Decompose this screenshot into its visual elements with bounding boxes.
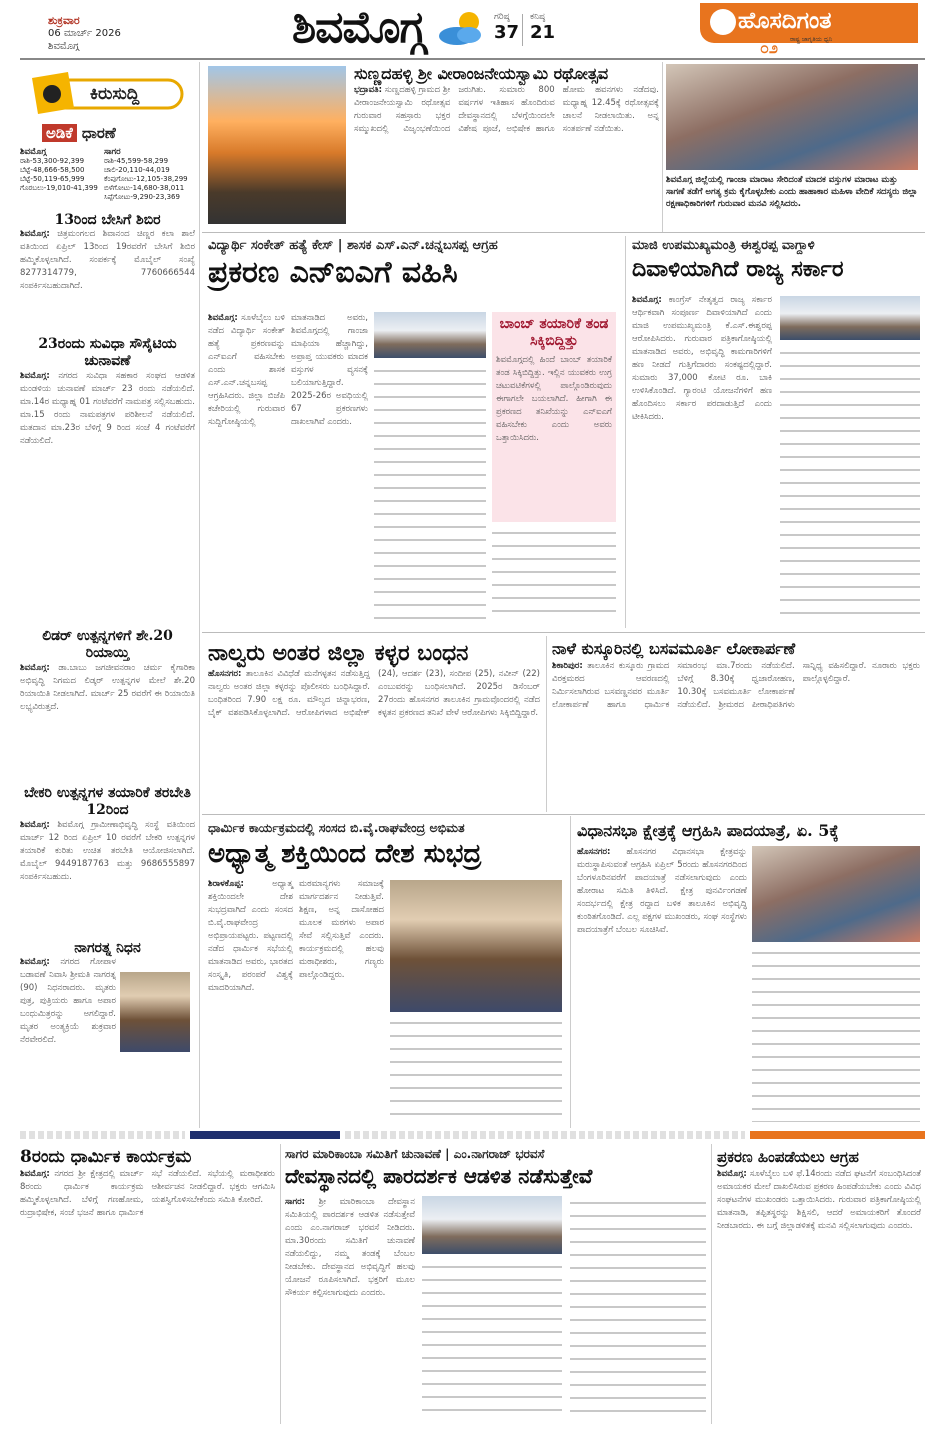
story-dateline: ಶಿಕಾರಿಪುರ: <box>552 661 583 671</box>
market-name: ಶಿವಮೊಗ್ಗ <box>20 147 47 157</box>
story-title: 8ರಂದು ಧಾರ್ಮಿಕ ಕಾರ್ಯಕ್ರಮ <box>20 1147 192 1167</box>
market-name: ಸಾಗರ <box>104 147 121 157</box>
brief-obituary <box>20 940 195 1116</box>
story-dharmika <box>20 1146 275 1420</box>
story-body: ಸುಣ್ಣದಹಳ್ಳಿ ಗ್ರಾಮದ ಶ್ರೀ ವೀರಾಂಜನೇಯಸ್ವಾಮಿ ರಥೋತ್ಸವ ಗುರುವಾರ ಸಹಸ್ರಾರು ಭಕ್ತರ ಸಮ್ಮುಖದಲ್ಲಿ ವಿಜೃಂಭಣೆಯಿಂದ ಜರುಗಿತು. ಸುಮಾರು 800 ವರ್ಷಗಳ ಇತಿಹಾಸ ಹೊಂದಿರುವ ದೇವಸ್ಥಾನದಲ್ಲಿ ಬೆಳಗ್ಗೆಯಿಂದಲೇ ವಿಶೇಷ ಪೂಜೆ, ಅಭಿಷೇಕ ಹಾಗೂ ಹೋಮ ಹವನಗಳು ನಡೆದವು. ಮಧ್ಯಾಹ್ನ 12.45ಕ್ಕೆ ರಥೋತ್ಸವಕ್ಕೆ ಚಾಲನೆ ನೀಡಲಾಯಿತು. ಅನ್ನ ಸಂತರ್ಪಣೆ ನಡೆಯಿತು. <box>354 85 659 134</box>
story-body: ಸೂಳೆಬೈಲು ಬಳಿ ನಡೆದ ವಿದ್ಯಾರ್ಥಿ ಸಂಕೇತ್ ಹತ್ಯೆ ಪ್ರಕರಣವನ್ನು ಎನ್ಐಎಗೆ ವಹಿಸಬೇಕು ಎಂದು ಶಾಸಕ ಎಸ್.ಎನ್.ಚನ್ನಬಸಪ್ಪ ಆಗ್ರಹಿಸಿದರು. ಜಿಲ್ಲಾ ಬಿಜೆಪಿ ಕಚೇರಿಯಲ್ಲಿ ಗುರುವಾರ ಸುದ್ದಿಗೋಷ್ಠಿಯಲ್ಲಿ ಮಾತನಾಡಿದ ಅವರು, ಶಿವಮೊಗ್ಗದಲ್ಲಿ ಗಾಂಜಾ ಮಾಫಿಯಾ ಹೆಚ್ಚಾಗಿದ್ದು, ಅಪ್ರಾಪ್ತ ಯುವಕರು ಮಾದಕ ವಸ್ತುಗಳ ವ್ಯಸನಕ್ಕೆ ಬಲಿಯಾಗುತ್ತಿದ್ದಾರೆ. 2025-26ರ ಅವಧಿಯಲ್ಲಿ 67 ಪ್ರಕರಣಗಳು ದಾಖಲಾಗಿವೆ ಎಂದರು. <box>208 313 368 427</box>
divider-segment <box>20 1131 185 1139</box>
story-title: ನಾಲ್ವರು ಅಂತರ ಜಿಲ್ಲಾ ಕಳ್ಳರ ಬಂಧನ <box>208 640 469 666</box>
story-basavamurthy <box>552 638 920 806</box>
story-body: ಕಾಂಗ್ರೆಸ್ ನೇತೃತ್ವದ ರಾಜ್ಯ ಸರ್ಕಾರ ಆರ್ಥಿಕವಾಗಿ ಸಂಪೂರ್ಣ ದಿವಾಳಿಯಾಗಿದೆ ಎಂದು ಮಾಜಿ ಉಪಮುಖ್ಯಮಂತ್ರಿ ಕೆ.ಎಸ್.ಈಶ್ವರಪ್ಪ ಆರೋಪಿಸಿದರು. ಗುರುವಾರ ಪತ್ರಿಕಾಗೋಷ್ಠಿಯಲ್ಲಿ ಮಾತನಾಡಿದ ಅವರು, ಅಭಿವೃದ್ಧಿ ಕಾಮಗಾರಿಗಳಿಗೆ ಹಣ ನೀಡದೆ ಗುತ್ತಿಗೆದಾರರು ಸಂಕಷ್ಟದಲ್ಲಿದ್ದಾರೆ. ಸುಮಾರು 37,000 ಕೋಟಿ ರೂ. ಬಾಕಿ ಉಳಿಸಿಕೊಂಡಿದೆ. ಗ್ಯಾರಂಟಿ ಯೋಜನೆಗಳಿಗೆ ಹಣ ಹೊಂದಿಸಲು ಸರ್ಕಾರ ಪರದಾಡುತ್ತಿದೆ ಎಂದು ಟೀಕಿಸಿದರು. <box>632 295 772 422</box>
brief-body: ಡಾ.ಬಾಬು ಜಗಜೀವನರಾಂ ಚರ್ಮ ಕೈಗಾರಿಕಾ ಅಭಿವೃದ್ಧಿ ನಿಗಮದ ಲಿಡ್ಕರ್ ಉತ್ಪನ್ನಗಳ ಮೇಲೆ ಶೇ.20 ರಿಯಾಯಿತಿ ನೀಡಲಾಗಿದೆ. ಮಾರ್ಚ್ 25 ರವರೆಗೆ ಈ ರಿಯಾಯಿತಿ ಲಭ್ಯವಿರುತ್ತದೆ. <box>20 663 195 712</box>
page-number: ೦೨ <box>760 38 778 57</box>
marikamba-photo <box>422 1196 562 1254</box>
brief-summer-camp <box>20 212 195 328</box>
brief-body: ನಗರದ ಗೋಪಾಳ ಬಡಾವಣೆ ನಿವಾಸಿ ಶ್ರೀಮತಿ ನಾಗರತ್ನ (90) ನಿಧನರಾದರು. ಮೃತರು ಪುತ್ರ, ಪುತ್ರಿಯರು ಹಾಗೂ ಅಪಾರ ಬಂಧುಮಿತ್ರರನ್ನು ಅಗಲಿದ್ದಾರೆ. ಮೃತರ ಅಂತ್ಯಕ್ರಿಯೆ ಶುಕ್ರವಾರ ನೆರವೇರಲಿದೆ. <box>20 957 116 1045</box>
story-dateline: ಸಾಗರ: <box>285 1197 306 1207</box>
min-temp-label: ಕನಿಷ್ಠ <box>530 12 546 22</box>
story-body: ತಾಲೂಕಿನ ಕುಸ್ಕೂರು ಗ್ರಾಮದ ವಿರಕ್ತಮಠದ ಆವರಣದಲ್ಲಿ ನಿರ್ಮಿಸಲಾಗಿರುವ ಬಸವಣ್ಣನವರ ಮೂರ್ತಿ ಲೋಕಾರ್ಪಣೆ ಹಾಗೂ ಧಾರ್ಮಿಕ ಸಮಾರಂಭ ಮಾ.7ರಂದು ನಡೆಯಲಿದೆ. ಬೆಳಿಗ್ಗೆ 8.30ಕ್ಕೆ ಧ್ವಜಾರೋಹಣ, 10.30ಕ್ಕೆ ಬಸವಮೂರ್ತಿ ಲೋಕಾರ್ಪಣೆ ನಡೆಯಲಿದೆ. ಶ್ರೀಮಠದ ಪೀಠಾಧಿಪತಿಗಳು ಸಾನ್ನಿಧ್ಯ ವಹಿಸಲಿದ್ದಾರೆ. ನೂರಾರು ಭಕ್ತರು ಪಾಲ್ಗೊಳ್ಳಲಿದ್ದಾರೆ. <box>552 661 920 710</box>
market-rate: ಗೊರಬಲು-19,010-41,399 <box>20 184 98 192</box>
column-divider <box>570 816 571 1128</box>
column-divider <box>546 636 547 812</box>
brief-lidkar-discount <box>20 628 195 782</box>
brief-dateline: ಶಿವಮೊಗ್ಗ: <box>20 371 50 381</box>
divider-segment <box>345 1131 745 1139</box>
story-marikamba-tail <box>570 1196 706 1422</box>
column-divider <box>625 236 626 628</box>
story-dateline: ಶಿರಾಳಕೊಪ್ಪ: <box>208 879 244 889</box>
masthead-date-text: 06 ಮಾರ್ಚ್ 2026 <box>48 28 121 39</box>
story-title: ಅಧ್ಯಾತ್ಮ ಶಕ್ತಿಯಿಂದ ದೇಶ ಸುಭದ್ರ <box>208 839 482 869</box>
story-rathotsava <box>354 64 659 222</box>
story-dateline: ಶಿವಮೊಗ್ಗ: <box>717 1169 747 1179</box>
masthead-rule <box>20 58 925 60</box>
story-kicker: ವಿದ್ಯಾರ್ಥಿ ಸಂಕೇತ್ ಹತ್ಯೆ ಕೇಸ್ | ಶಾಸಕ ಎಸ್.ಎನ್.ಚನ್ನಬಸಪ್ಪ ಆಗ್ರಹ <box>208 238 498 253</box>
story-dateline: ಶಿವಮೊಗ್ಗ: <box>632 295 662 305</box>
max-temp-label: ಗರಿಷ್ಠ <box>494 12 510 22</box>
story-eshwarappa-body <box>632 294 772 624</box>
masthead-title: ಶಿವಮೊಗ್ಗ <box>292 2 425 53</box>
padayatre-photo <box>752 846 920 942</box>
story-body: ಹೊಸನಗರ ವಿಧಾನಸಭಾ ಕ್ಷೇತ್ರವನ್ನು ಮರುಸ್ಥಾಪಿಸುವಂತೆ ಆಗ್ರಹಿಸಿ ಏಪ್ರಿಲ್ 5ರಂದು ಹೊಸನಗರದಿಂದ ಬೆಂಗಳೂರಿನವರೆಗೆ ಪಾದಯಾತ್ರೆ ನಡೆಸಲಾಗುವುದು ಎಂದು ಹೋರಾಟ ಸಮಿತಿ ತಿಳಿಸಿದೆ. ಕ್ಷೇತ್ರ ಪುನರ್ವಿಂಗಡಣೆ ಸಂದರ್ಭದಲ್ಲಿ ಕ್ಷೇತ್ರ ರದ್ದಾದ ಬಳಿಕ ತಾಲೂಕಿನ ಅಭಿವೃದ್ಧಿ ಕುಂಠಿತಗೊಂಡಿದೆ. ಎಲ್ಲ ಪಕ್ಷಗಳ ಮುಖಂಡರು, ಸಂಘ ಸಂಸ್ಥೆಗಳು ಪಾದಯಾತ್ರೆಗೆ ಬೆಂಬಲ ಸೂಚಿಸಿವೆ. <box>577 847 747 935</box>
row-divider <box>202 814 925 815</box>
story-thieves <box>208 638 540 808</box>
story-title: ಪ್ರಕರಣ ಎನ್‌ಐಎಗೆ ವಹಿಸಿ <box>208 255 458 290</box>
brief-suvidha-election <box>20 336 195 604</box>
market-rate: ಬೆಟ್ಟೆ-50,119-65,999 <box>20 175 85 183</box>
story-adhyatma-body <box>208 878 384 1122</box>
kirusuddi-title: ಕಿರುಸುದ್ದಿ <box>90 84 140 104</box>
sidebar-body: ಶಿವಮೊಗ್ಗದಲ್ಲಿ ಹಿಂದೆ ಬಾಂಬ್ ತಯಾರಿಕೆ ತಂಡ ಸಿಕ್ಕಿಬಿದ್ದಿತ್ತು. ಇಲ್ಲಿನ ಯುವಕರು ಉಗ್ರ ಚಟುವಟಿಕೆಗಳಲ್ಲಿ ಪಾಲ್ಗೊಂಡಿರುವುದು ಈಗಾಗಲೇ ಬಯಲಾಗಿದೆ. ಹೀಗಾಗಿ ಈ ಪ್ರಕರಣದ ತನಿಖೆಯನ್ನು ಎನ್ಐಎಗೆ ವಹಿಸಬೇಕು ಎಂದು ಅವರು ಒತ್ತಾಯಿಸಿದರು. <box>496 355 612 443</box>
market-rate: ರಾಶಿ-53,300-92,399 <box>20 157 85 165</box>
story-title: ವಿಧಾನಸಭಾ ಕ್ಷೇತ್ರಕ್ಕೆ ಆಗ್ರಹಿಸಿ ಪಾದಯಾತ್ರೆ, ಏ. 5ಕ್ಕೆ <box>577 821 839 840</box>
market-shivamogga <box>20 148 110 193</box>
story-body: ಶ್ರೀ ಮಾರಿಕಾಂಬಾ ದೇವಸ್ಥಾನ ಸಮಿತಿಯಲ್ಲಿ ಪಾರದರ್ಶಕ ಆಡಳಿತ ನಡೆಸುತ್ತೇವೆ ಎಂದು ಎಂ.ನಾಗರಾಜ್ ಭರವಸೆ ನೀಡಿದರು. ಮಾ.30ರಂದು ಸಮಿತಿಗೆ ಚುನಾವಣೆ ನಡೆಯಲಿದ್ದು, ನಮ್ಮ ತಂಡಕ್ಕೆ ಬೆಂಬಲ ನೀಡಬೇಕು. ದೇವಸ್ಥಾನದ ಅಭಿವೃದ್ಧಿಗೆ ಹಲವು ಯೋಜನೆ ರೂಪಿಸಲಾಗಿದೆ. ಭಕ್ತರಿಗೆ ಮೂಲ ಸೌಕರ್ಯ ಕಲ್ಪಿಸಲಾಗುವುದು ಎಂದರು. <box>285 1197 415 1298</box>
divider-segment <box>190 1131 340 1139</box>
section-divider-bar <box>20 1131 925 1139</box>
brief-dateline: ಶಿವಮೊಗ್ಗ: <box>20 663 50 673</box>
story-kicker: ಮಾಜಿ ಉಪಮುಖ್ಯಮಂತ್ರಿ ಈಶ್ವರಪ್ಪ ವಾಗ್ದಾಳಿ <box>632 238 815 253</box>
column-divider <box>662 62 663 232</box>
brief-body: ಚಿತ್ರಮಂಗಲದ ಶಿವಾನಂದ ಚಿಣ್ಣರ ಕಲಾ ಶಾಲೆ ವತಿಯಿಂದ ಏಪ್ರಿಲ್ 13ರಿಂದ 19ರವರೆಗೆ ಬೇಸಿಗೆ ಶಿಬಿರ ಹಮ್ಮಿಕೊಳ್ಳಲಾಗಿದೆ. ಸಂಪರ್ಕಕ್ಕೆ ಮೊಬೈಲ್ ಸಂಖ್ಯೆ 8277314779, 7760666544 ಸಂಪರ್ಕಿಸಬಹುದಾಗಿದೆ. <box>20 229 195 291</box>
brief-title: ಲಿಡರ್ ಉತ್ಪನ್ನಗಳಿಗೆ ಶೇ.20 ರಿಯಾಯ್ತಿ <box>42 628 173 661</box>
market-rate: ಚಾಲಿ-20,110-44,019 <box>104 166 170 174</box>
protest-photo <box>666 64 918 170</box>
story-title: ದಿವಾಳಿಯಾಗಿದೆ ರಾಜ್ಯ ಸರ್ಕಾರ <box>632 256 844 282</box>
market-rate: ರಾಶಿ-45,599-58,299 <box>104 157 169 165</box>
divider-segment <box>750 1131 925 1139</box>
story-body: ತಾಲೂಕಿನ ವಿವಿಧೆಡೆ ಮನೆಗಳ್ಳತನ ನಡೆಸುತ್ತಿದ್ದ ನಾಲ್ವರು ಅಂತರ ಜಿಲ್ಲಾ ಕಳ್ಳರನ್ನು ಪೊಲೀಸರು ಬಂಧಿಸಿದ್ದಾರೆ. ಬಂಧಿತರಿಂದ 7.90 ಲಕ್ಷ ರೂ. ಮೌಲ್ಯದ ಚಿನ್ನಾಭರಣ, ಬೈಕ್ ವಶಪಡಿಸಿಕೊಳ್ಳಲಾಗಿದೆ. ಆರೋಪಿಗಳಾದ ಅಭಿಷೇಕ್ (24), ಆದರ್ಶ (23), ಸಂದೀಪ (25), ನವೀನ್ (22) ಎಂಬುವರನ್ನು ಬಂಧಿಸಲಾಗಿದೆ. 2025ರ ಡಿಸೆಂಬರ್ 27ರಂದು ಹೊಸನಗರ ತಾಲೂಕಿನ ಗ್ರಾಮವೊಂದರಲ್ಲಿ ನಡೆದ ಕಳ್ಳತನ ಪ್ರಕರಣದ ತನಿಖೆ ವೇಳೆ ಆರೋಪಿಗಳು ಸಿಕ್ಕಿಬಿದ್ದಿದ್ದಾರೆ. <box>208 669 540 718</box>
nia-sidebar-box <box>492 312 616 522</box>
column-divider <box>280 1144 281 1424</box>
story-title: ದೇವಸ್ಥಾನದಲ್ಲಿ ಪಾರದರ್ಶಕ ಆಡಳಿತ ನಡೆಸುತ್ತೇವೆ <box>285 1164 593 1188</box>
brief-bakery-training <box>20 785 195 924</box>
adhyatma-photo <box>390 880 562 1012</box>
protest-photo-caption: ಶಿವಮೊಗ್ಗ ಜಿಲ್ಲೆಯಲ್ಲಿ ಗಾಂಜಾ ಮಾರಾಟ ಸೇರಿದಂತೆ ಮಾದಕ ವಸ್ತುಗಳ ಮಾರಾಟ ಮತ್ತು ಸಾಗಣೆ ತಡೆಗೆ ಅಗತ್ಯ ಕ್ರಮ ಕೈಗೊಳ್ಳಬೇಕು ಎಂದು ಹಾಹಾಕಾರ ಮಹಿಳಾ ವೇದಿಕೆ ಸದಸ್ಯರು ಜಿಲ್ಲಾ ರಕ್ಷಣಾಧಿಕಾರಿಗಳಿಗೆ ಗುರುವಾರ ಮನವಿ ಸಲ್ಲಿಸಿದರು. <box>666 175 918 209</box>
brand-tagline: ರಾಷ್ಟ್ರ ಜಾಗೃತಿಯ ಧ್ವನಿ <box>790 36 833 43</box>
column-divider <box>711 1144 712 1424</box>
story-nia-body-left <box>208 312 368 624</box>
story-dateline: ಶಿವಮೊಗ್ಗ: <box>208 313 238 323</box>
story-title: ಪ್ರಕರಣ ಹಿಂಪಡೆಯಲು ಆಗ್ರಹ <box>717 1148 859 1166</box>
story-eshwarappa <box>632 238 922 284</box>
brief-title: ನಾಗರತ್ನ ನಿಧನ <box>74 940 141 956</box>
brief-title: ಬೇಕರಿ ಉತ್ಪನ್ನಗಳ ತಯಾರಿಕೆ ತರಬೇತಿ 12ರಿಂದ <box>24 785 191 818</box>
market-sagara <box>104 148 196 202</box>
story-padayatre-body <box>577 846 747 1122</box>
story-kicker: ಸಾಗರ ಮಾರಿಕಾಂಬಾ ಸಮಿತಿಗೆ ಚುನಾವಣೆ | ಎಂ.ನಾಗರಾಜ್ ಭರವಸೆ <box>285 1147 545 1161</box>
masthead-date <box>48 14 121 53</box>
story-nia-tail <box>492 526 616 622</box>
brief-title: 13ರಿಂದ ಬೇಸಿಗೆ ಶಿಬಿರ <box>54 212 161 228</box>
story-kicker: ಧಾರ್ಮಿಕ ಕಾರ್ಯಕ್ರಮದಲ್ಲಿ ಸಂಸದ ಬಿ.ವೈ.ರಾಘವೇಂದ್ರ ಅಭಿಮತ <box>208 820 465 835</box>
story-title: ನಾಳೆ ಕುಸ್ಕೂರಿನಲ್ಲಿ ಬಸವಮೂರ್ತಿ ಲೋಕಾರ್ಪಣೆ <box>552 639 796 658</box>
brief-dateline: ಶಿವಮೊಗ್ಗ: <box>20 229 50 239</box>
story-title: ಸುಣ್ಣದಹಳ್ಳಿ ಶ್ರೀ ವೀರಾಂಜನೇಯಸ್ವಾಮಿ ರಥೋತ್ಸವ <box>354 64 609 83</box>
story-hindeta <box>717 1146 921 1422</box>
adike-heading <box>42 124 116 142</box>
story-marikamba <box>285 1146 705 1190</box>
story-eshwarappa-continued <box>780 346 920 622</box>
adike-label: ಅಡಿಕೆ <box>42 124 77 142</box>
story-dateline: ಶಿವಮೊಗ್ಗ: <box>20 1169 50 1179</box>
brand-emblem-icon <box>710 9 736 35</box>
story-body: ಅಧ್ಯಾತ್ಮ ಶಕ್ತಿಯಿಂದಲೇ ದೇಶ ಸುಭದ್ರವಾಗಿದೆ ಎಂದು ಸಂಸದ ಬಿ.ವೈ.ರಾಘವೇಂದ್ರ ಅಭಿಪ್ರಾಯಪಟ್ಟರು. ಪಟ್ಟಣದಲ್ಲಿ ನಡೆದ ಧಾರ್ಮಿಕ ಸಭೆಯಲ್ಲಿ ಮಾತನಾಡಿದ ಅವರು, ಭಾರತದ ಸಂಸ್ಕೃತಿ, ಪರಂಪರೆ ವಿಶ್ವಕ್ಕೆ ಮಾದರಿಯಾಗಿದೆ. ಮಠಮಾನ್ಯಗಳು ಸಮಾಜಕ್ಕೆ ಮಾರ್ಗದರ್ಶನ ನೀಡುತ್ತಿವೆ. ಶಿಕ್ಷಣ, ಅನ್ನ ದಾಸೋಹದ ಮೂಲಕ ಮಠಗಳು ಅಪಾರ ಸೇವೆ ಸಲ್ಲಿಸುತ್ತಿವೆ ಎಂದರು. ಕಾರ್ಯಕ್ರಮದಲ್ಲಿ ಹಲವು ಮಠಾಧೀಶರು, ಗಣ್ಯರು ಪಾಲ್ಗೊಂಡಿದ್ದರು. <box>208 879 384 993</box>
row-divider <box>202 632 925 633</box>
min-temp-block <box>530 12 555 43</box>
sidebar-title: ಬಾಂಬ್ ತಯಾರಿಕೆ ತಂಡ ಸಿಕ್ಕಿಬಿದ್ದಿತ್ತು <box>499 316 609 349</box>
story-marikamba-body <box>285 1196 415 1422</box>
market-rate: ಬೆಟ್ಟೆ-48,666-58,500 <box>20 166 85 174</box>
masthead-place: ಶಿವಮೊಗ್ಗ <box>48 41 80 52</box>
story-dateline: ಹೊಸನಗರ: <box>208 669 242 679</box>
brief-dateline: ಶಿವಮೊಗ್ಗ: <box>20 820 50 830</box>
obituary-photo <box>120 972 190 1052</box>
nia-press-photo <box>374 312 486 358</box>
masthead-day: ಶುಕ್ರವಾರ <box>48 14 80 27</box>
max-temp-value: 37 <box>494 22 520 43</box>
story-dateline: ಭದ್ರಾವತಿ: <box>354 85 383 95</box>
eshwarappa-press-photo <box>780 296 920 340</box>
story-padayatre <box>577 820 921 842</box>
brief-body: ಶಿವಮೊಗ್ಗ ಗ್ರಾಮೀಣಾಭಿವೃದ್ಧಿ ಸಂಸ್ಥೆ ವತಿಯಿಂದ ಮಾರ್ಚ್ 12 ರಿಂದ ಏಪ್ರಿಲ್ 10 ರವರೆಗೆ ಬೇಕರಿ ಉತ್ಪನ್ನಗಳ ತಯಾರಿಕೆ ಕುರಿತು ಉಚಿತ ತರಬೇತಿ ಆಯೋಜಿಸಲಾಗಿದೆ. ಮೊಬೈಲ್ 9449187763 ಮತ್ತು 9686555897 ಸಂಪರ್ಕಿಸಬಹುದು. <box>20 820 195 882</box>
story-adhyatma-continued <box>390 1016 562 1122</box>
story-dateline: ಹೊಸನಗರ: <box>577 847 611 857</box>
story-marikamba-continued <box>422 1260 562 1422</box>
story-body: ಸೂಳೆಬೈಲು ಬಳಿ ಫೆ.14ರಂದು ನಡೆದ ಘಟನೆಗೆ ಸಂಬಂಧಿಸಿದಂತೆ ಅಮಾಯಕರ ಮೇಲೆ ದಾಖಲಿಸಿರುವ ಪ್ರಕರಣ ಹಿಂಪಡೆಯಬೇಕು ಎಂದು ವಿವಿಧ ಸಂಘಟನೆಗಳ ಮುಖಂಡರು ಒತ್ತಾಯಿಸಿದರು. ಗುರುವಾರ ಪತ್ರಿಕಾಗೋಷ್ಠಿಯಲ್ಲಿ ಮಾತನಾಡಿ, ತಪ್ಪಿತಸ್ಥರನ್ನು ಶಿಕ್ಷಿಸಲಿ, ಆದರೆ ಅಮಾಯಕರಿಗೆ ತೊಂದರೆ ನೀಡಬಾರದು. ಈ ಬಗ್ಗೆ ಜಿಲ್ಲಾಡಳಿತಕ್ಕೆ ಮನವಿ ಸಲ್ಲಿಸಲಾಗುವುದು ಎಂದರು. <box>717 1169 921 1231</box>
weather-cloud-sun-icon <box>435 8 491 48</box>
rathotsava-photo <box>208 66 346 224</box>
story-body: ನಗರದ ಶ್ರೀ ಕ್ಷೇತ್ರದಲ್ಲಿ ಮಾರ್ಚ್ 8ರಂದು ಧಾರ್ಮಿಕ ಕಾರ್ಯಕ್ರಮ ಹಮ್ಮಿಕೊಳ್ಳಲಾಗಿದೆ. ಬೆಳಿಗ್ಗೆ ಗಣಹೋಮ, ರುದ್ರಾಭಿಷೇಕ, ಸಂಜೆ ಭಜನೆ ಹಾಗೂ ಧಾರ್ಮಿಕ ಸಭೆ ನಡೆಯಲಿದೆ. ಸಭೆಯಲ್ಲಿ ಮಠಾಧೀಶರು ಆಶೀರ್ವಚನ ನೀಡಲಿದ್ದಾರೆ. ಭಕ್ತರು ಆಗಮಿಸಿ ಯಶಸ್ವಿಗೊಳಿಸಬೇಕೆಂದು ಸಮಿತಿ ಕೋರಿದೆ. <box>20 1169 275 1218</box>
min-temp-value: 21 <box>530 22 556 43</box>
max-temp-block <box>494 12 519 43</box>
brief-title: 23ರಂದು ಸುವಿಧಾ ಸೌಸೈಟಿಯ ಚುನಾವಣೆ <box>38 336 177 369</box>
brief-body: ನಗರದ ಸುವಿಧಾ ಸಹಕಾರ ಸಂಘದ ಆಡಳಿತ ಮಂಡಳಿಯ ಚುನಾವಣೆ ಮಾರ್ಚ್ 23 ರಂದು ನಡೆಯಲಿದೆ. ಮಾ.14ರ ಮಧ್ಯಾಹ್ನ 01 ಗಂಟೆವರೆಗೆ ನಾಮಪತ್ರ ಸಲ್ಲಿಸಬಹುದು. ಮಾ.15 ರಂದು ನಾಮಪತ್ರಗಳ ಪರಿಶೀಲನೆ ನಡೆಯಲಿದೆ. ಮತದಾನ ಮಾ.23ರ ಬೆಳಿಗ್ಗೆ 9 ರಿಂದ ಸಂಜೆ 4 ಗಂಟೆವರೆಗೆ ನಡೆಯಲಿದೆ. <box>20 371 195 446</box>
story-nia <box>208 238 620 292</box>
brief-dateline: ಶಿವಮೊಗ್ಗ: <box>20 957 50 967</box>
brand-logo-banner: ಹೊಸದಿಗಂತ <box>700 3 918 43</box>
story-adhyatma <box>208 820 564 872</box>
kirusuddi-banner <box>28 70 188 118</box>
story-padayatre-continued <box>752 946 920 1122</box>
adike-title: ಧಾರಣೆ <box>81 124 116 142</box>
story-nia-continued <box>374 364 486 622</box>
market-rate: ಸಿಪ್ಪೆಗೋಟು-9,290-23,369 <box>104 193 180 201</box>
row-divider <box>202 232 925 233</box>
column-divider <box>199 62 200 1128</box>
market-rate: ಕೆಂಪುಗೋಟು-12,105-38,299 <box>104 175 188 183</box>
market-rate: ಬಿಳೆಗೋಟು-14,680-38,011 <box>104 184 185 192</box>
temp-divider <box>522 14 523 46</box>
